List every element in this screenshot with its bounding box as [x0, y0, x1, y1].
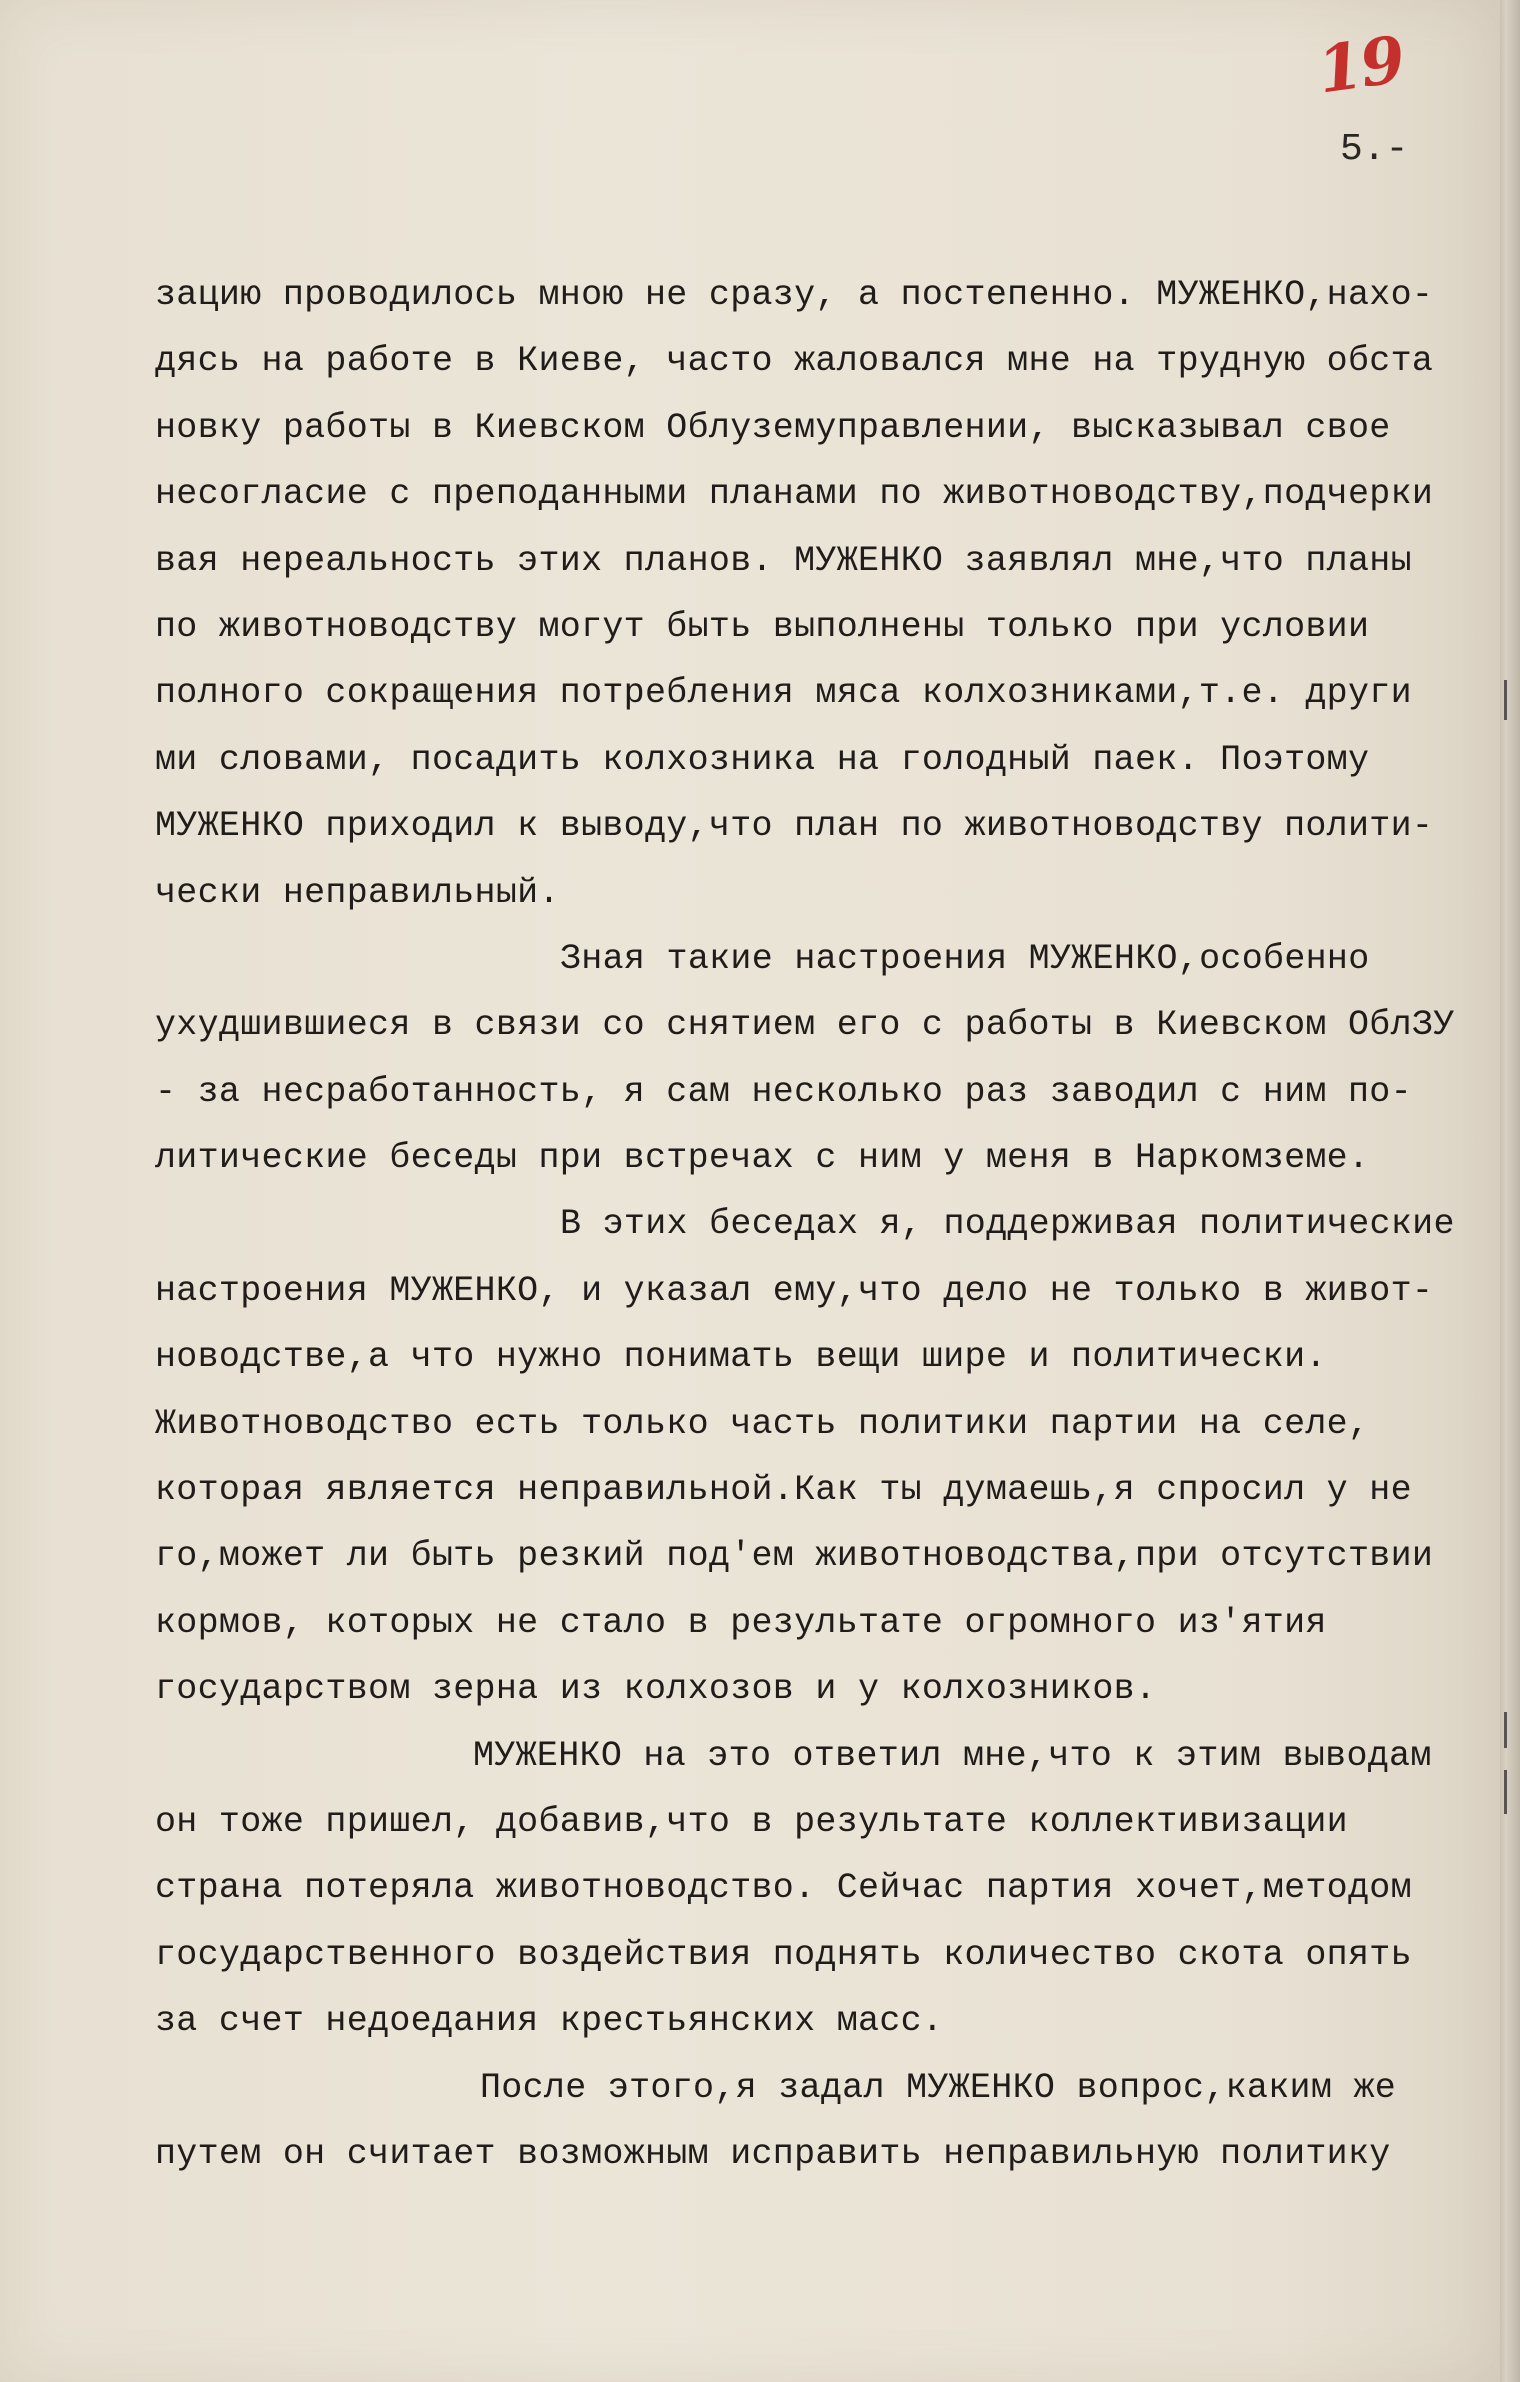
text-line: по животноводству могут быть выполнены только при условии — [155, 606, 1370, 647]
text-line: новку работы в Киевском Облуземуправлении, высказывал свое — [155, 407, 1391, 448]
text-line: настроения МУЖЕНКО, и указал ему,что дело не только в живот- — [155, 1270, 1434, 1311]
text-line: - за несработанность, я сам несколько раз заводил с ним по- — [155, 1071, 1412, 1112]
text-line: страна потеряла животноводство. Сейчас партия хочет,методом — [155, 1868, 1412, 1909]
text-line: государством зерна из колхозов и у колхозников. — [155, 1669, 1157, 1710]
paragraph-start-line: В этих беседах я, поддерживая политические — [560, 1204, 1455, 1245]
text-line: ми словами, посадить колхозника на голодный паек. Поэтому — [155, 739, 1370, 780]
page-number: 5.- — [1340, 128, 1409, 171]
paragraph-start-line: После этого,я задал МУЖЕНКО вопрос,каким же — [480, 2067, 1397, 2108]
text-line: он тоже пришел, добавив,что в результате коллективизации — [155, 1801, 1348, 1842]
text-line: литические беседы при встречах с ним у меня в Наркомземе. — [155, 1138, 1370, 1179]
text-line: ухудшившиеся в связи со снятием его с работы в Киевском ОблЗУ — [155, 1005, 1455, 1046]
text-line: Животноводство есть только часть политики партии на селе, — [155, 1403, 1370, 1444]
text-line: несогласие с преподанными планами по животноводству,подчерки — [155, 474, 1434, 515]
text-line: МУЖЕНКО приходил к выводу,что план по животноводству полити- — [155, 806, 1434, 847]
page-edge — [1500, 0, 1520, 2382]
paragraph-start-line: МУЖЕНКО на это ответил мне,что к этим выводам — [473, 1735, 1432, 1776]
text-line: государственного воздействия поднять количество скота опять — [155, 1934, 1412, 1975]
text-line: дясь на работе в Киеве, часто жаловался мне на трудную обста — [155, 341, 1434, 382]
text-line: вая нереальность этих планов. МУЖЕНКО заявлял мне,что планы — [155, 540, 1412, 581]
binding-mark — [1504, 680, 1507, 720]
binding-mark — [1504, 1770, 1507, 1814]
text-line: которая является неправильной.Как ты думаешь,я спросил у не — [155, 1470, 1412, 1511]
archive-page-number: 19 — [1313, 22, 1408, 109]
text-line: новодстве,а что нужно понимать вещи шире и политически. — [155, 1337, 1327, 1378]
text-line: за счет недоедания крестьянских масс. — [155, 2001, 944, 2042]
text-line: чески неправильный. — [155, 872, 560, 913]
typewritten-body — [155, 262, 1500, 2187]
text-line: го,может ли быть резкий под'ем животноводства,при отсутствии — [155, 1536, 1434, 1577]
binding-mark — [1504, 1712, 1507, 1748]
paragraph-start-line: Зная такие настроения МУЖЕНКО,особенно — [560, 938, 1370, 979]
text-line: зацию проводилось мною не сразу, а постепенно. МУЖЕНКО,нахо- — [155, 275, 1434, 315]
text-line: полного сокращения потребления мяса колхозниками,т.е. други — [155, 673, 1412, 714]
text-line: путем он считает возможным исправить неправильную политику — [155, 2133, 1391, 2174]
text-line: кормов, которых не стало в результате огромного из'ятия — [155, 1602, 1327, 1643]
